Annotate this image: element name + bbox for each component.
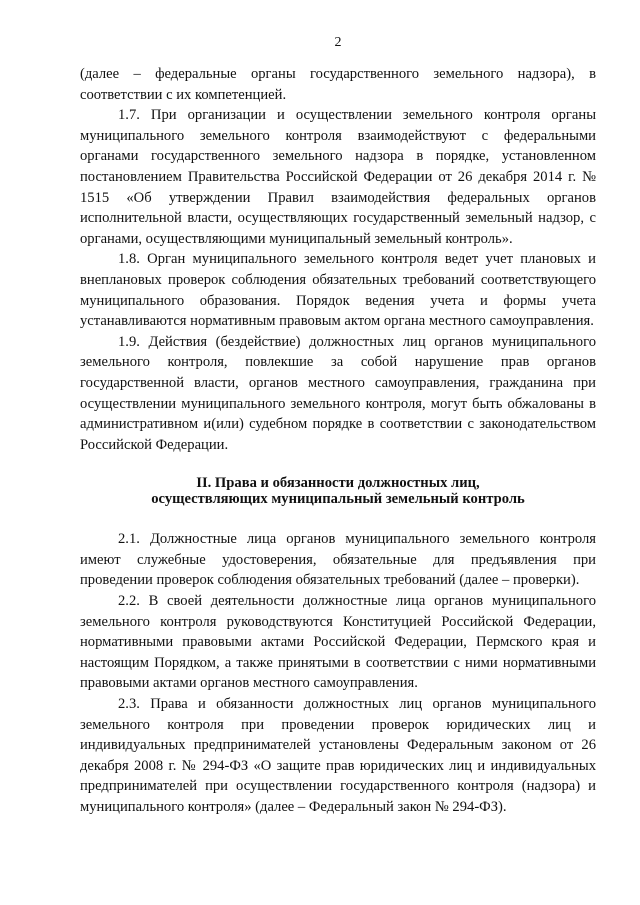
paragraph-1-8: 1.8. Орган муниципального земельного контроля ведет учет плановых и внеплановых проверок соблюдения обязательных требований соответствующего муниципального образования. Порядок ведения учета и формы учета устанавливаются нормативным правовым актом органа местного самоуправления. bbox=[80, 251, 596, 330]
paragraph-1-7: 1.7. При организации и осуществлении земельного контроля органы муниципального земельного контроля взаимодействуют с федеральными органами государственного земельного надзора в порядке, установленном постановлением Правительства Российской Федерации от 26 декабря 2014 г. № 1515 «Об утверждении Правил взаимодействия федеральных органов исполнительной власти, осуществляющих государственный земельный надзор, с органами, осуществляющими муниципальный земельный контроль». bbox=[80, 107, 596, 247]
paragraphs-before-section bbox=[80, 64, 596, 455]
paragraph-2-2: 2.2. В своей деятельности должностные лица органов муниципального земельного контроля руководствуются Конституцией Российской Федерации, нормативными правовыми актами Российской Федерации, Пермского края и настоящим Порядком, а также принятыми в соответствии с ними нормативными правовыми актами органов местного самоуправления. bbox=[80, 593, 596, 692]
page-number: 2 bbox=[334, 35, 342, 50]
section-heading-line-1: II. Права и обязанности должностных лиц, bbox=[196, 475, 480, 492]
paragraph-1-9: 1.9. Действия (бездействие) должностных лиц органов муниципального земельного контроля, повлекшие за собой нарушение прав органов государственной власти, органов местного самоуправления, гражданина при осуществлении муниципального земельного контроля, могут быть обжалованы в административном и(или) судебном порядке в соответствии с законодательством Российской Федерации. bbox=[80, 333, 596, 453]
paragraph-2-1: 2.1. Должностные лица органов муниципального земельного контроля имеют служебные удостоверения, обязательные для предъявления при проведении проверок соблюдения обязательных требований (далее – проверки). bbox=[80, 531, 596, 589]
paragraph-continuation: (далее – федеральные органы государственного земельного надзора), в соответствии с их компетенцией. bbox=[80, 66, 596, 103]
section-heading bbox=[80, 475, 596, 507]
section-heading-line-2: осуществляющих муниципальный земельный контроль bbox=[151, 491, 525, 508]
paragraph-2-3: 2.3. Права и обязанности должностных лиц органов муниципального земельного контроля при проведении проверок юридических лиц и индивидуальных предпринимателей установлены Федеральным законом от 26 декабря 2008 г. № 294-ФЗ «О защите прав юридических лиц и индивидуальных предпринимателей при осуществлении государственного контроля (надзора) и муниципального контроля» (далее – Федеральный закон № 294-ФЗ). bbox=[80, 696, 596, 815]
paragraphs-after-section bbox=[80, 529, 596, 817]
document-page bbox=[80, 34, 596, 818]
